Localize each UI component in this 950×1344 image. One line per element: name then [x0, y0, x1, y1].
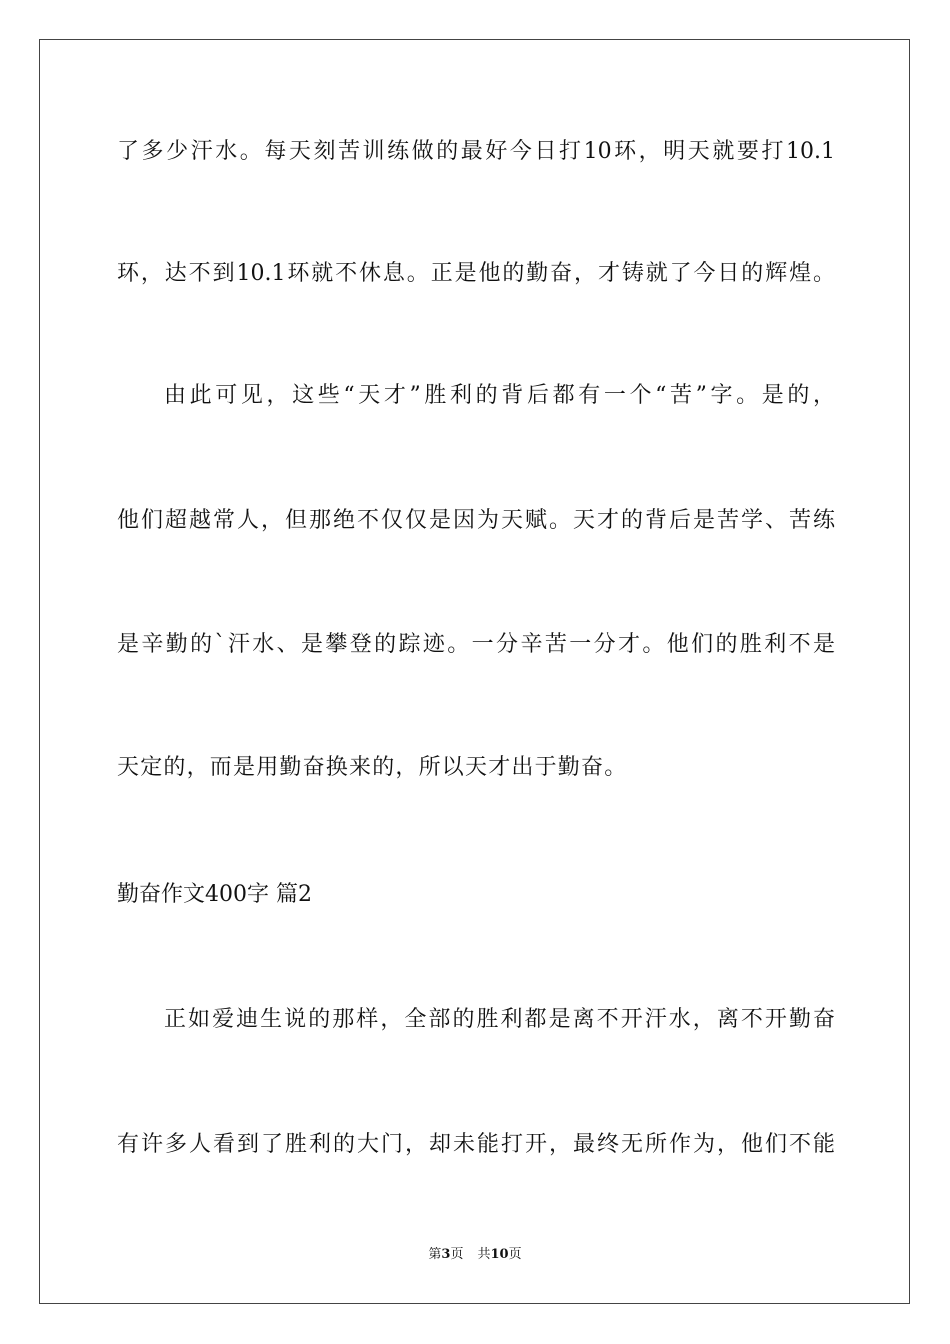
text-line-1: 了多少汗水。每天刻苦训练做的最好今日打10环，明天就要打10.1 [117, 139, 835, 164]
text-line-2: 环，达不到10.1环就不休息。正是他的勤奋，才铸就了今日的辉煌。 [117, 261, 835, 286]
text-line-3: 由此可见，这些“天才”胜利的背后都有一个“苦”字。是的， [164, 383, 835, 408]
text-line-8: 有许多人看到了胜利的大门，却未能打开，最终无所作为，他们不能 [117, 1132, 835, 1157]
total-suffix: 页 [508, 1247, 522, 1262]
text-line-4: 他们超越常人，但那绝不仅仅是因为天赋。天才的背后是苦学、苦练 [117, 508, 835, 533]
page-prefix: 第 [428, 1247, 442, 1262]
text-line-7: 正如爱迪生说的那样，全部的胜利都是离不开汗水，离不开勤奋 [164, 1007, 835, 1032]
page-current: 3 [441, 1247, 451, 1262]
text-line-5: 是辛勤的`汗水、是攀登的踪迹。一分辛苦一分才。他们的胜利不是 [117, 632, 835, 657]
page-suffix: 页 [450, 1247, 464, 1262]
page-footer [0, 1246, 950, 1264]
page-frame [39, 39, 910, 1304]
page-total: 10 [490, 1247, 509, 1262]
section-heading: 勤奋作文400字 篇2 [117, 882, 312, 907]
total-prefix: 共 [477, 1247, 491, 1262]
text-line-6: 天定的，而是用勤奋换来的，所以天才出于勤奋。 [117, 755, 628, 780]
